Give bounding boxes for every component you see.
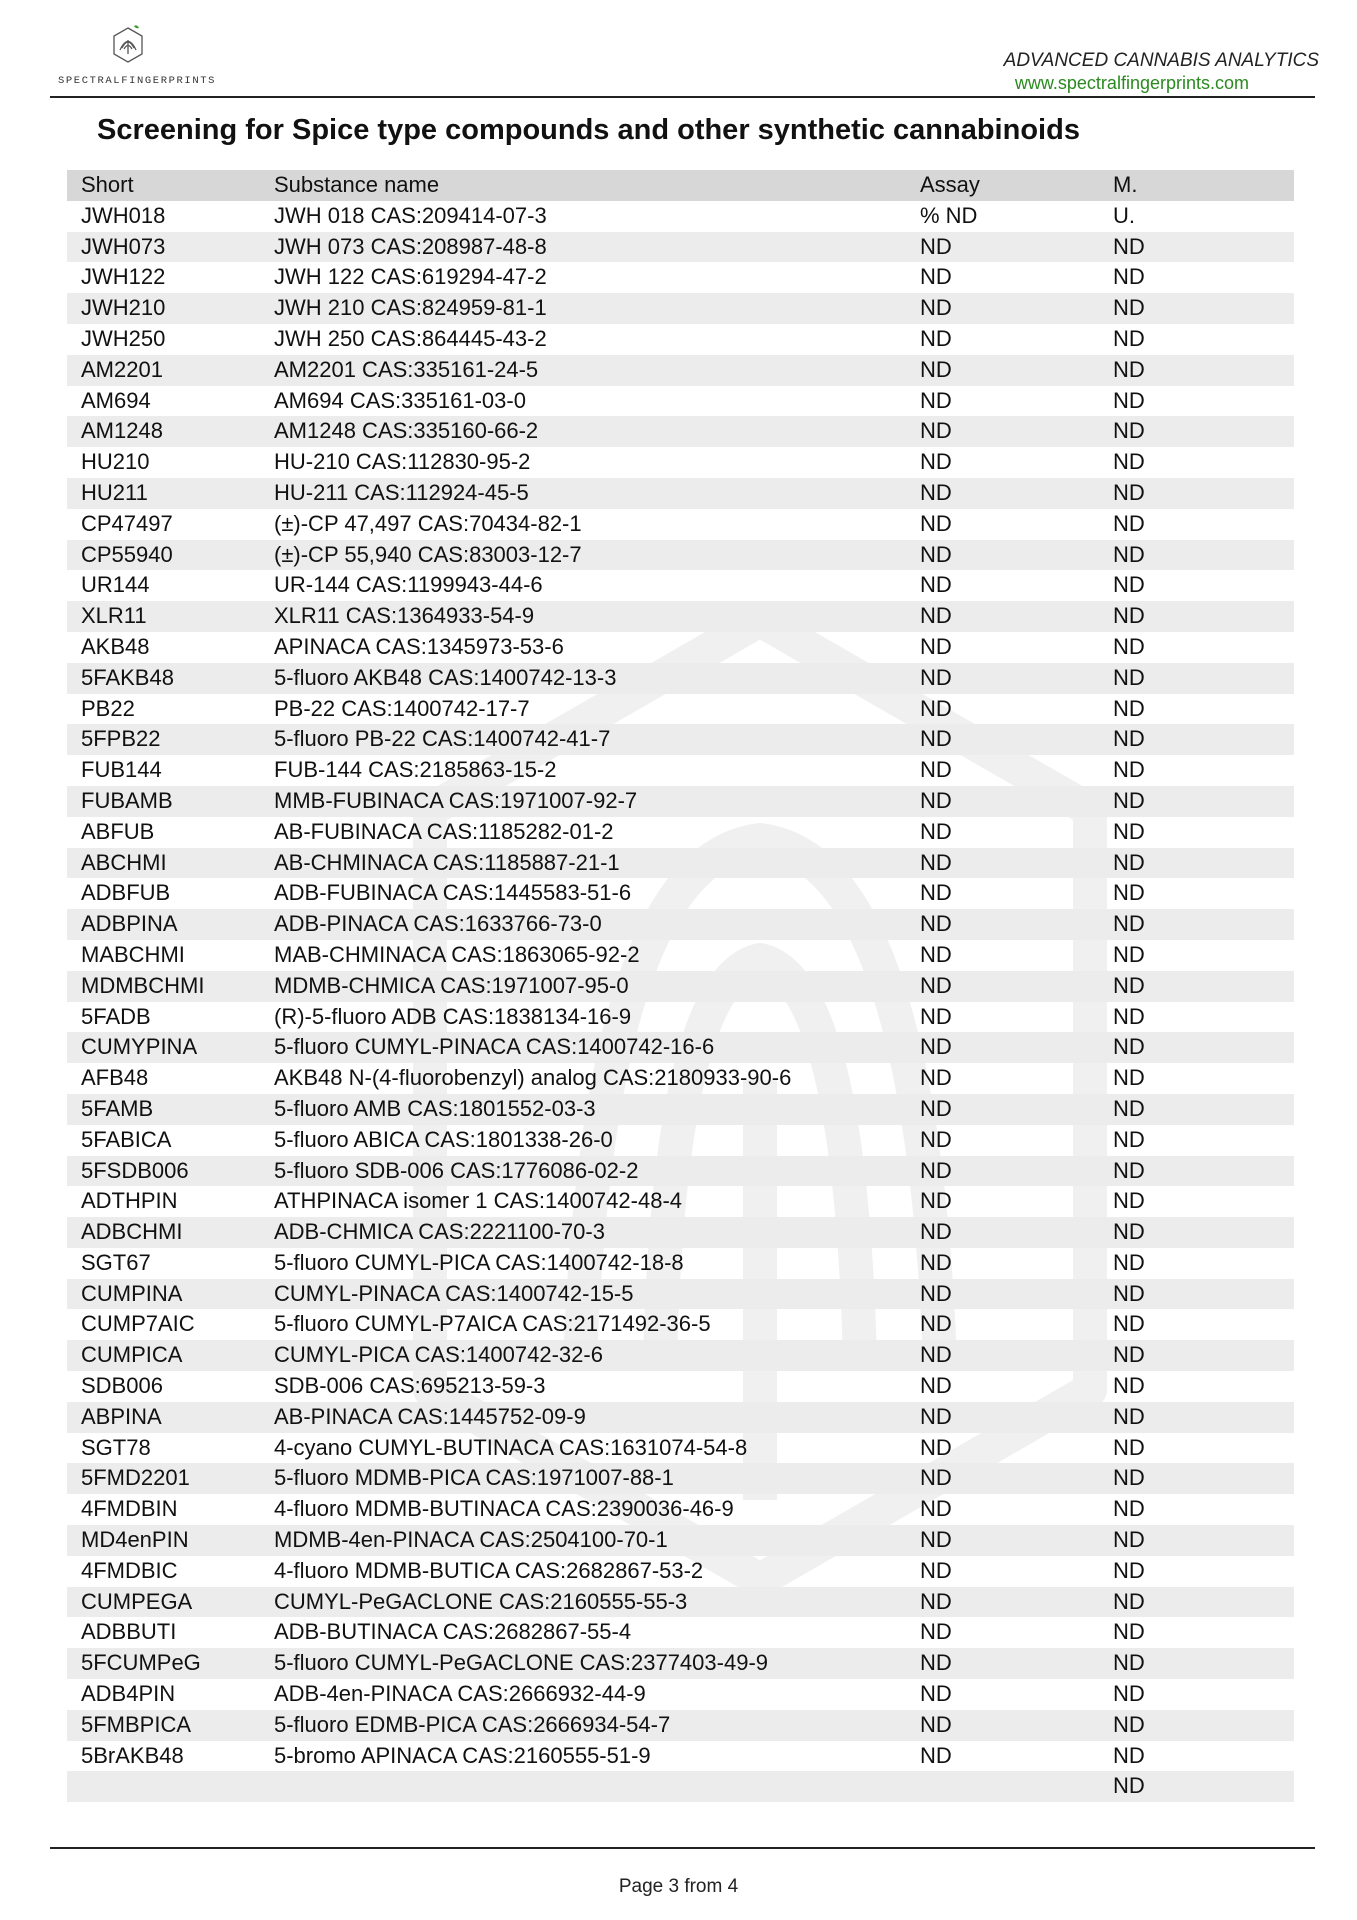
cell-m: ND bbox=[1113, 479, 1145, 505]
table-row bbox=[67, 1186, 1294, 1217]
cell-assay: ND bbox=[920, 356, 952, 382]
cell-substance: CUMYL-PINACA CAS:1400742-15-5 bbox=[274, 1280, 634, 1306]
cell-m: ND bbox=[1113, 264, 1145, 290]
cell-substance: 4-fluoro MDMB-BUTINACA CAS:2390036-46-9 bbox=[274, 1496, 734, 1522]
cell-m: ND bbox=[1113, 1527, 1145, 1553]
cell-assay: ND bbox=[920, 1311, 952, 1337]
cell-substance: 5-fluoro PB-22 CAS:1400742-41-7 bbox=[274, 726, 611, 752]
cell-assay: ND bbox=[920, 1465, 952, 1491]
cell-short: ADB4PIN bbox=[81, 1681, 176, 1707]
cell-substance: 5-fluoro MDMB-PICA CAS:1971007-88-1 bbox=[274, 1465, 674, 1491]
cell-m: ND bbox=[1113, 664, 1145, 690]
cell-short: PB22 bbox=[81, 695, 135, 721]
cell-assay: ND bbox=[920, 787, 952, 813]
cell-short: 5FAKB48 bbox=[81, 664, 174, 690]
cell-assay: % ND bbox=[920, 202, 978, 228]
cell-short: 4FMDBIC bbox=[81, 1557, 178, 1583]
cell-m: ND bbox=[1113, 449, 1145, 475]
cell-substance: AB-CHMINACA CAS:1185887-21-1 bbox=[274, 849, 620, 875]
cell-short: SGT78 bbox=[81, 1434, 151, 1460]
cell-short: 5BrAKB48 bbox=[81, 1742, 184, 1768]
cell-substance: MDMB-CHMICA CAS:1971007-95-0 bbox=[274, 972, 629, 998]
cell-short: JWH018 bbox=[81, 202, 166, 228]
cell-substance: MDMB-4en-PINACA CAS:2504100-70-1 bbox=[274, 1527, 668, 1553]
table-row bbox=[67, 1463, 1294, 1494]
table-row bbox=[67, 293, 1294, 324]
cell-substance: (R)-5-fluoro ADB CAS:1838134-16-9 bbox=[274, 1003, 632, 1029]
cell-m: ND bbox=[1113, 757, 1145, 783]
cell-short: 5FPB22 bbox=[81, 726, 161, 752]
cell-substance: AM1248 CAS:335160-66-2 bbox=[274, 418, 539, 444]
table-row bbox=[67, 1648, 1294, 1679]
cell-substance: XLR11 CAS:1364933-54-9 bbox=[274, 603, 535, 629]
cell-assay: ND bbox=[920, 1188, 952, 1214]
cell-m: ND bbox=[1113, 633, 1145, 659]
table-row bbox=[67, 601, 1294, 632]
cell-m: ND bbox=[1113, 1342, 1145, 1368]
cell-m: ND bbox=[1113, 510, 1145, 536]
cell-m: ND bbox=[1113, 541, 1145, 567]
cell-short: 5FADB bbox=[81, 1003, 151, 1029]
table-row bbox=[67, 1617, 1294, 1648]
cell-m: ND bbox=[1113, 1280, 1145, 1306]
cell-m: ND bbox=[1113, 387, 1145, 413]
cell-short: CUMYPINA bbox=[81, 1034, 198, 1060]
cell-assay: ND bbox=[920, 233, 952, 259]
logo-wordmark: SPECTRALFINGERPRINTS bbox=[58, 75, 217, 87]
cell-assay: ND bbox=[920, 1403, 952, 1429]
cell-assay: ND bbox=[920, 818, 952, 844]
cell-substance: PB-22 CAS:1400742-17-7 bbox=[274, 695, 530, 721]
cell-short: JWH073 bbox=[81, 233, 166, 259]
cell-m: ND bbox=[1113, 1588, 1145, 1614]
table-body bbox=[67, 201, 1294, 1802]
column-header-assay: Assay bbox=[920, 172, 980, 197]
table-row bbox=[67, 971, 1294, 1002]
table-row bbox=[67, 1340, 1294, 1371]
cell-short: AM1248 bbox=[81, 418, 163, 444]
table-row bbox=[67, 1710, 1294, 1741]
cell-substance: ADB-BUTINACA CAS:2682867-55-4 bbox=[274, 1619, 632, 1645]
table-row bbox=[67, 262, 1294, 293]
cell-assay: ND bbox=[920, 1711, 952, 1737]
table-row bbox=[67, 1248, 1294, 1279]
cell-short: MABCHMI bbox=[81, 941, 185, 967]
table-row bbox=[67, 1094, 1294, 1125]
cell-assay: ND bbox=[920, 1003, 952, 1029]
table-row bbox=[67, 570, 1294, 601]
cell-assay: ND bbox=[920, 1434, 952, 1460]
cell-m: ND bbox=[1113, 603, 1145, 629]
cell-short: MD4enPIN bbox=[81, 1527, 189, 1553]
cell-assay: ND bbox=[920, 1619, 952, 1645]
cell-m: ND bbox=[1113, 1681, 1145, 1707]
table-row bbox=[67, 1156, 1294, 1187]
cell-short: UR144 bbox=[81, 572, 150, 598]
table-row bbox=[67, 1494, 1294, 1525]
cell-m: ND bbox=[1113, 1311, 1145, 1337]
cell-assay: ND bbox=[920, 603, 952, 629]
cell-short: JWH210 bbox=[81, 295, 166, 321]
cell-short: FUB144 bbox=[81, 757, 162, 783]
cell-assay: ND bbox=[920, 880, 952, 906]
cell-m: ND bbox=[1113, 1095, 1145, 1121]
cell-substance: APINACA CAS:1345973-53-6 bbox=[274, 633, 564, 659]
cell-m: ND bbox=[1113, 911, 1145, 937]
cell-m: ND bbox=[1113, 1742, 1145, 1768]
table-row bbox=[67, 1556, 1294, 1587]
table-row bbox=[67, 1371, 1294, 1402]
cell-short: JWH122 bbox=[81, 264, 166, 290]
cell-assay: ND bbox=[920, 387, 952, 413]
cell-short: 5FMBPICA bbox=[81, 1711, 192, 1737]
cell-assay: ND bbox=[920, 695, 952, 721]
cell-substance: FUB-144 CAS:2185863-15-2 bbox=[274, 757, 557, 783]
cell-assay: ND bbox=[920, 726, 952, 752]
cell-substance: 5-fluoro EDMB-PICA CAS:2666934-54-7 bbox=[274, 1711, 671, 1737]
cell-m: ND bbox=[1113, 1219, 1145, 1245]
page-header bbox=[0, 0, 1357, 100]
cell-substance: (±)-CP 55,940 CAS:83003-12-7 bbox=[274, 541, 582, 567]
cell-m: ND bbox=[1113, 941, 1145, 967]
cell-substance: HU-211 CAS:112924-45-5 bbox=[274, 479, 529, 505]
cell-short: XLR11 bbox=[81, 603, 147, 629]
cell-short: AKB48 bbox=[81, 633, 150, 659]
cell-m: ND bbox=[1113, 233, 1145, 259]
cell-short: ADTHPIN bbox=[81, 1188, 178, 1214]
cell-m: ND bbox=[1113, 849, 1145, 875]
table-row bbox=[67, 355, 1294, 386]
table-row bbox=[67, 1217, 1294, 1248]
cell-substance: 5-fluoro AMB CAS:1801552-03-3 bbox=[274, 1095, 596, 1121]
cell-m: ND bbox=[1113, 1711, 1145, 1737]
cell-substance: JWH 122 CAS:619294-47-2 bbox=[274, 264, 547, 290]
table-row bbox=[67, 817, 1294, 848]
cell-assay: ND bbox=[920, 295, 952, 321]
cell-short: ADBBUTI bbox=[81, 1619, 177, 1645]
header-contact bbox=[1004, 50, 1319, 94]
column-header-m: M. bbox=[1113, 172, 1138, 197]
page-number: Page 3 from 4 bbox=[618, 1876, 739, 1897]
cell-assay: ND bbox=[920, 1219, 952, 1245]
cell-m: ND bbox=[1113, 1373, 1145, 1399]
cell-assay: ND bbox=[920, 325, 952, 351]
cell-m: ND bbox=[1113, 1557, 1145, 1583]
table-row bbox=[67, 1002, 1294, 1033]
cell-m: ND bbox=[1113, 1188, 1145, 1214]
header-divider bbox=[50, 96, 1315, 98]
table-row bbox=[67, 478, 1294, 509]
cell-short: CUMPINA bbox=[81, 1280, 183, 1306]
cell-assay: ND bbox=[920, 541, 952, 567]
cell-short: ADBPINA bbox=[81, 911, 178, 937]
cell-substance: MAB-CHMINACA CAS:1863065-92-2 bbox=[274, 941, 640, 967]
cell-m: ND bbox=[1113, 1619, 1145, 1645]
cell-substance: 5-fluoro CUMYL-PINACA CAS:1400742-16-6 bbox=[274, 1034, 715, 1060]
cell-substance: JWH 018 CAS:209414-07-3 bbox=[274, 202, 547, 228]
table-row bbox=[67, 509, 1294, 540]
table-row bbox=[67, 755, 1294, 786]
cell-assay: ND bbox=[920, 1588, 952, 1614]
cell-assay: ND bbox=[920, 479, 952, 505]
cell-assay: ND bbox=[920, 449, 952, 475]
cell-short: MDMBCHMI bbox=[81, 972, 205, 998]
cell-assay: ND bbox=[920, 1034, 952, 1060]
cell-substance: 5-fluoro ABICA CAS:1801338-26-0 bbox=[274, 1126, 613, 1152]
cell-short: AM694 bbox=[81, 387, 151, 413]
table-row bbox=[67, 786, 1294, 817]
table-row bbox=[67, 1525, 1294, 1556]
table-row bbox=[67, 1587, 1294, 1618]
table-row bbox=[67, 447, 1294, 478]
cell-substance: 5-bromo APINACA CAS:2160555-51-9 bbox=[274, 1742, 651, 1768]
cell-assay: ND bbox=[920, 1650, 952, 1676]
cell-m: ND bbox=[1113, 356, 1145, 382]
cell-short: CP47497 bbox=[81, 510, 173, 536]
cell-short: AFB48 bbox=[81, 1065, 149, 1091]
cell-m: ND bbox=[1113, 880, 1145, 906]
cell-substance: 4-fluoro MDMB-BUTICA CAS:2682867-53-2 bbox=[274, 1557, 704, 1583]
table-row bbox=[67, 1433, 1294, 1464]
table-row bbox=[67, 724, 1294, 755]
cell-short: SGT67 bbox=[81, 1249, 151, 1275]
footer-divider bbox=[50, 1847, 1315, 1849]
cell-m: ND bbox=[1113, 1126, 1145, 1152]
cell-m: ND bbox=[1113, 572, 1145, 598]
cell-substance: 5-fluoro CUMYL-P7AICA CAS:2171492-36-5 bbox=[274, 1311, 711, 1337]
column-header-short: Short bbox=[81, 172, 134, 197]
cell-assay: ND bbox=[920, 1157, 952, 1183]
cell-assay: ND bbox=[920, 664, 952, 690]
cell-short: 5FMD2201 bbox=[81, 1465, 190, 1491]
cell-short: ADBFUB bbox=[81, 880, 171, 906]
cell-substance: JWH 250 CAS:864445-43-2 bbox=[274, 325, 547, 351]
cell-m: ND bbox=[1113, 972, 1145, 998]
cell-assay: ND bbox=[920, 1527, 952, 1553]
cell-substance: 5-fluoro CUMYL-PICA CAS:1400742-18-8 bbox=[274, 1249, 684, 1275]
cell-short: CUMPEGA bbox=[81, 1588, 193, 1614]
cell-short: HU210 bbox=[81, 449, 150, 475]
cell-m: ND bbox=[1113, 1434, 1145, 1460]
table-row bbox=[67, 1741, 1294, 1772]
table-row bbox=[67, 909, 1294, 940]
cell-assay: ND bbox=[920, 849, 952, 875]
cell-m: ND bbox=[1113, 1065, 1145, 1091]
cell-substance: CUMYL-PeGACLONE CAS:2160555-55-3 bbox=[274, 1588, 688, 1614]
cell-assay: ND bbox=[920, 757, 952, 783]
column-header-substance: Substance name bbox=[274, 172, 440, 197]
cell-substance: 4-cyano CUMYL-BUTINACA CAS:1631074-54-8 bbox=[274, 1434, 748, 1460]
cell-substance: (±)-CP 47,497 CAS:70434-82-1 bbox=[274, 510, 582, 536]
table-row bbox=[67, 324, 1294, 355]
page-title: Screening for Spice type compounds and other synthetic cannabinoids bbox=[97, 114, 1080, 146]
cell-assay: ND bbox=[920, 1249, 952, 1275]
cell-m: ND bbox=[1113, 1034, 1145, 1060]
cell-substance: SDB-006 CAS:695213-59-3 bbox=[274, 1373, 546, 1399]
table-row bbox=[67, 1402, 1294, 1433]
table-row bbox=[67, 848, 1294, 879]
table-row bbox=[67, 1032, 1294, 1063]
cell-short: SDB006 bbox=[81, 1373, 163, 1399]
cell-assay: ND bbox=[920, 1280, 952, 1306]
cell-assay: ND bbox=[920, 510, 952, 536]
cell-assay: ND bbox=[920, 1126, 952, 1152]
table-row bbox=[67, 940, 1294, 971]
cell-substance: ADB-PINACA CAS:1633766-73-0 bbox=[274, 911, 602, 937]
cell-short: CUMPICA bbox=[81, 1342, 183, 1368]
cell-substance: AB-FUBINACA CAS:1185282-01-2 bbox=[274, 818, 614, 844]
cell-substance: JWH 210 CAS:824959-81-1 bbox=[274, 295, 547, 321]
cell-substance: AM694 CAS:335161-03-0 bbox=[274, 387, 526, 413]
cell-substance: MMB-FUBINACA CAS:1971007-92-7 bbox=[274, 787, 638, 813]
cell-substance: UR-144 CAS:1199943-44-6 bbox=[274, 572, 543, 598]
table-row bbox=[67, 1771, 1294, 1802]
cell-m: U. bbox=[1113, 202, 1135, 228]
cell-assay: ND bbox=[920, 1681, 952, 1707]
cell-short: CP55940 bbox=[81, 541, 173, 567]
cell-substance: 5-fluoro CUMYL-PeGACLONE CAS:2377403-49-9 bbox=[274, 1650, 769, 1676]
cell-assay: ND bbox=[920, 1095, 952, 1121]
cell-substance: ADB-4en-PINACA CAS:2666932-44-9 bbox=[274, 1681, 646, 1707]
cell-m: ND bbox=[1113, 1773, 1145, 1799]
cell-substance: HU-210 CAS:112830-95-2 bbox=[274, 449, 531, 475]
cell-m: ND bbox=[1113, 818, 1145, 844]
cell-short: CUMP7AIC bbox=[81, 1311, 195, 1337]
table-row bbox=[67, 232, 1294, 263]
cell-substance: CUMYL-PICA CAS:1400742-32-6 bbox=[274, 1342, 603, 1368]
cell-m: ND bbox=[1113, 1157, 1145, 1183]
cell-m: ND bbox=[1113, 1249, 1145, 1275]
cell-short: ABPINA bbox=[81, 1403, 162, 1429]
cell-short: JWH250 bbox=[81, 325, 166, 351]
cell-assay: ND bbox=[920, 572, 952, 598]
table-row bbox=[67, 1125, 1294, 1156]
cell-substance: AM2201 CAS:335161-24-5 bbox=[274, 356, 539, 382]
cell-short: 5FAMB bbox=[81, 1095, 154, 1121]
cell-short: HU211 bbox=[81, 479, 148, 505]
results-table bbox=[67, 170, 1294, 1802]
cell-substance: 5-fluoro AKB48 CAS:1400742-13-3 bbox=[274, 664, 617, 690]
cell-short: ABCHMI bbox=[81, 849, 167, 875]
cell-assay: ND bbox=[920, 1065, 952, 1091]
cell-assay: ND bbox=[920, 633, 952, 659]
cell-substance: ADB-FUBINACA CAS:1445583-51-6 bbox=[274, 880, 632, 906]
cell-m: ND bbox=[1113, 1403, 1145, 1429]
cell-substance: ADB-CHMICA CAS:2221100-70-3 bbox=[274, 1219, 605, 1245]
table-row bbox=[67, 416, 1294, 447]
cell-assay: ND bbox=[920, 911, 952, 937]
cell-short: AM2201 bbox=[81, 356, 163, 382]
cell-m: ND bbox=[1113, 1650, 1145, 1676]
table-row bbox=[67, 1063, 1294, 1094]
cell-m: ND bbox=[1113, 325, 1145, 351]
cell-short: ADBCHMI bbox=[81, 1219, 183, 1245]
cell-assay: ND bbox=[920, 1557, 952, 1583]
cell-assay: ND bbox=[920, 264, 952, 290]
cell-substance: JWH 073 CAS:208987-48-8 bbox=[274, 233, 547, 259]
cell-substance: ATHPINACA isomer 1 CAS:1400742-48-4 bbox=[274, 1188, 682, 1214]
company-logo bbox=[58, 24, 217, 92]
cell-assay: ND bbox=[920, 941, 952, 967]
table-row bbox=[67, 632, 1294, 663]
table-row bbox=[67, 540, 1294, 571]
cell-assay: ND bbox=[920, 1373, 952, 1399]
cell-assay: ND bbox=[920, 1342, 952, 1368]
cell-assay: ND bbox=[920, 1742, 952, 1768]
cell-short: 5FCUMPeG bbox=[81, 1650, 201, 1676]
website-link[interactable]: www.spectralfingerprints.com bbox=[1014, 73, 1249, 93]
cell-short: 5FABICA bbox=[81, 1126, 172, 1152]
company-name: ADVANCED CANNABIS ANALYTICS bbox=[1003, 50, 1319, 71]
cell-substance: 5-fluoro SDB-006 CAS:1776086-02-2 bbox=[274, 1157, 639, 1183]
cell-m: ND bbox=[1113, 726, 1145, 752]
cell-substance: AB-PINACA CAS:1445752-09-9 bbox=[274, 1403, 586, 1429]
table-row bbox=[67, 663, 1294, 694]
cell-substance: AKB48 N-(4-fluorobenzyl) analog CAS:2180933-90-6 bbox=[274, 1065, 792, 1091]
cell-short: 5FSDB006 bbox=[81, 1157, 189, 1183]
table-row bbox=[67, 878, 1294, 909]
cell-m: ND bbox=[1113, 695, 1145, 721]
cell-assay: ND bbox=[920, 418, 952, 444]
table-row bbox=[67, 1679, 1294, 1710]
cell-m: ND bbox=[1113, 418, 1145, 444]
cell-m: ND bbox=[1113, 295, 1145, 321]
table-row bbox=[67, 386, 1294, 417]
table-header-row bbox=[67, 170, 1294, 201]
cell-m: ND bbox=[1113, 1003, 1145, 1029]
cell-short: ABFUB bbox=[81, 818, 155, 844]
cell-short: 4FMDBIN bbox=[81, 1496, 178, 1522]
cell-assay: ND bbox=[920, 1496, 952, 1522]
cell-m: ND bbox=[1113, 787, 1145, 813]
table-row bbox=[67, 1279, 1294, 1310]
table-row bbox=[67, 201, 1294, 232]
table-row bbox=[67, 694, 1294, 725]
cell-m: ND bbox=[1113, 1496, 1145, 1522]
cell-short: FUBAMB bbox=[81, 787, 173, 813]
cell-m: ND bbox=[1113, 1465, 1145, 1491]
table-row bbox=[67, 1309, 1294, 1340]
fingerprint-logo-icon bbox=[58, 24, 198, 76]
cell-assay: ND bbox=[920, 972, 952, 998]
